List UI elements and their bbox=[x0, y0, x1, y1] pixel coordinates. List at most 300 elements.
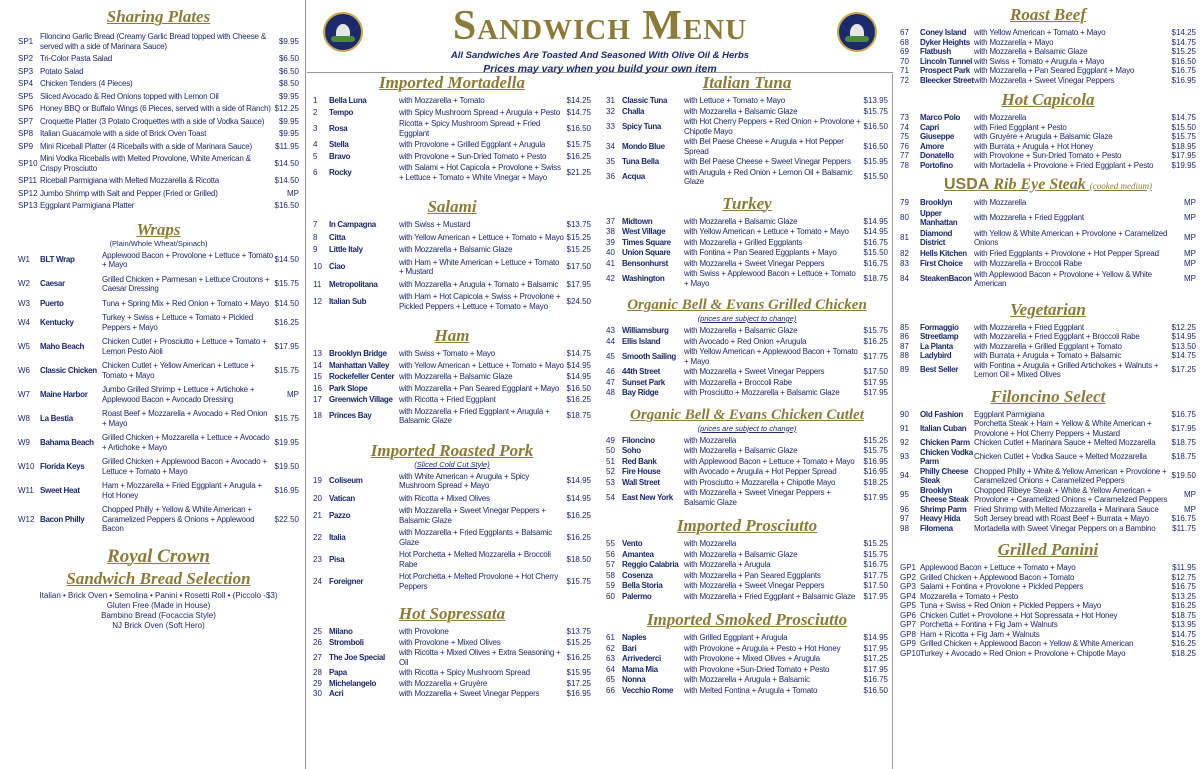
item-number: 2 bbox=[313, 107, 318, 117]
item-name: Rocky bbox=[329, 167, 352, 177]
item-name: Sunset Park bbox=[622, 377, 665, 387]
item-price: $16.75 bbox=[863, 237, 888, 247]
section-title-roasted-pork: Imported Roasted Pork bbox=[370, 440, 534, 460]
item-number: 64 bbox=[606, 664, 615, 674]
item-name: Coney Island bbox=[920, 28, 967, 37]
item-description: Chopped Philly + Yellow & White American + Caramelized Peppers & Onions + Applewood Bacon bbox=[102, 505, 255, 533]
menu-item bbox=[606, 686, 888, 696]
bread-line-4: NJ Brick Oven (Soft Hero) bbox=[112, 620, 205, 630]
item-number: SP1 bbox=[18, 36, 34, 46]
menu-item bbox=[606, 539, 888, 549]
section-title-tuna: Italian Tuna bbox=[702, 73, 792, 92]
wraps-note: (Plain/Whole Wheat/Spinach) bbox=[109, 238, 208, 248]
item-description: Grilled Chicken + Mozzarella + Lettuce + Avocado + Artichoke + Mayo bbox=[102, 433, 270, 452]
item-number: 59 bbox=[606, 581, 615, 590]
item-name: Philly Cheese Steak bbox=[920, 466, 969, 485]
item-description: with Mozzarella + Broccoli Rabe bbox=[974, 259, 1082, 268]
item-number: 81 bbox=[900, 233, 909, 243]
menu-item bbox=[900, 57, 1196, 67]
section-turkey bbox=[606, 217, 888, 289]
menu-item bbox=[313, 140, 591, 150]
item-name: Tuna Bella bbox=[622, 157, 659, 166]
menu-item bbox=[900, 28, 1196, 38]
section-title-vegetarian: Vegetarian bbox=[1010, 299, 1086, 319]
menu-item bbox=[606, 168, 888, 187]
item-name: Pazzo bbox=[329, 510, 351, 520]
item-name: Little Italy bbox=[329, 245, 363, 254]
item-price: $14.95 bbox=[1171, 332, 1196, 341]
item-name: Manhattan Valley bbox=[329, 360, 390, 370]
item-name: Naples bbox=[622, 633, 647, 642]
menu-item bbox=[18, 32, 299, 51]
item-price: $14.75 bbox=[1171, 113, 1196, 122]
item-description: with Mozzarella + Fried Eggplant bbox=[974, 213, 1084, 223]
item-name: Bella Storia bbox=[622, 581, 663, 590]
item-description: with Yellow American + Applewood Bacon + Tomato + Mayo bbox=[684, 347, 858, 366]
item-name: Bay Ridge bbox=[622, 388, 659, 397]
item-price: $11.95 bbox=[1172, 563, 1196, 572]
menu-item bbox=[18, 176, 299, 186]
item-name: Acqua bbox=[622, 172, 645, 182]
item-number: 24 bbox=[313, 576, 322, 586]
item-description: with Ham + Hot Capicola + Swiss + Provolone + Pickled Peppers + Lettuce + Tomato + Mayo bbox=[399, 292, 561, 311]
item-price: $6.50 bbox=[278, 66, 299, 76]
item-name: Smooth Sailing bbox=[622, 351, 677, 361]
section-capicola bbox=[900, 113, 1196, 170]
item-number: 78 bbox=[900, 160, 909, 170]
item-price: MP bbox=[1184, 504, 1196, 514]
item-name: BLT Wrap bbox=[40, 255, 75, 265]
item-number: 70 bbox=[900, 56, 909, 66]
bread-line-1: Italian • Brick Oven • Semolina • Panini • Rosetti Roll • (Piccolo -$3) bbox=[39, 590, 278, 600]
menu-item bbox=[313, 108, 591, 118]
item-price: $16.75 bbox=[863, 258, 888, 268]
item-name: Ciao bbox=[329, 262, 346, 272]
item-description: with Mozzarella + Fried Eggplant + Arugula + Balsamic Glaze bbox=[399, 406, 550, 425]
menu-item bbox=[606, 571, 888, 581]
item-description: with Mozzarella + Sweet Vinegar Peppers + Balsamic Glaze bbox=[399, 506, 546, 525]
menu-item bbox=[900, 332, 1196, 342]
item-description: Mozzarella + Tomato + Pesto bbox=[920, 591, 1019, 601]
item-number: W12 bbox=[18, 514, 35, 524]
item-name: Bella Luna bbox=[329, 96, 367, 105]
item-name: Dyker Heights bbox=[920, 37, 970, 47]
item-name: Amore bbox=[920, 141, 944, 151]
item-number: 49 bbox=[606, 435, 615, 445]
item-description: with White American + Arugula + Spicy Mushroom Spread + Mayo bbox=[399, 471, 529, 490]
item-name: Caesar bbox=[40, 279, 65, 289]
menu-item bbox=[313, 119, 591, 138]
section-title-turkey: Turkey bbox=[722, 193, 772, 213]
item-number: 30 bbox=[313, 689, 322, 698]
item-price: $17.95 bbox=[1171, 151, 1196, 160]
bell-grilled-note: (prices are subject to change) bbox=[697, 314, 797, 323]
menu-item bbox=[18, 385, 299, 404]
item-description: Grilled Chicken + Applewood Bacon + Avocado + Lettuce + Tomato + Mayo bbox=[102, 457, 267, 476]
menu-item bbox=[606, 137, 888, 156]
item-price: $15.25 bbox=[863, 435, 888, 445]
item-price: $17.25 bbox=[863, 654, 888, 663]
menu-item bbox=[313, 627, 591, 637]
section-title-prosciutto: Imported Prosciutto bbox=[676, 516, 818, 535]
menu-item bbox=[900, 630, 1196, 640]
menu-item bbox=[900, 611, 1196, 621]
item-name: Chicken Parm bbox=[920, 438, 970, 447]
item-description: with Mozzarella + Balsamic Glaze bbox=[974, 47, 1088, 56]
item-name: Streetlamp bbox=[920, 332, 959, 341]
item-description: Tuna + Swiss + Red Onion + Pickled Peppers + Mayo bbox=[920, 601, 1102, 610]
item-number: 97 bbox=[900, 514, 909, 523]
item-price: $13.95 bbox=[863, 96, 888, 105]
menu-item bbox=[606, 269, 888, 288]
item-price: $15.25 bbox=[566, 637, 591, 647]
item-price: $24.50 bbox=[566, 296, 591, 306]
menu-item bbox=[900, 113, 1196, 123]
item-price: $17.95 bbox=[1171, 423, 1196, 433]
menu-item bbox=[900, 249, 1196, 259]
item-number: 85 bbox=[900, 322, 909, 332]
item-number: W3 bbox=[18, 298, 30, 308]
item-price: $15.75 bbox=[274, 413, 299, 423]
section-roast-beef bbox=[900, 28, 1196, 85]
item-price: $14.25 bbox=[566, 96, 591, 105]
item-description: with Fontina + Pan Seared Eggplants + Mayo bbox=[684, 248, 837, 257]
item-number: 8 bbox=[313, 232, 318, 242]
item-name: Soho bbox=[622, 446, 641, 455]
item-price: $18.75 bbox=[1171, 438, 1196, 447]
item-price: $12.25 bbox=[1171, 322, 1196, 332]
item-description: with Mozzarella + Balsamic Glaze bbox=[684, 106, 798, 116]
section-tuna bbox=[606, 96, 888, 187]
item-price: $16.25 bbox=[1171, 601, 1196, 610]
column-1 bbox=[0, 0, 306, 769]
menu-item bbox=[313, 292, 591, 311]
item-description: Italian Guacamole with a side of Brick Oven Toast bbox=[40, 129, 207, 138]
item-description: Chicken Cutlet + Provolone + Hot Sopressata + Hot Honey bbox=[920, 610, 1118, 620]
menu-item bbox=[900, 448, 1196, 467]
column-4 bbox=[894, 0, 1200, 769]
item-name: Capri bbox=[920, 122, 939, 132]
menu-item bbox=[606, 436, 888, 446]
item-description: with Mozzarella + Sweet Vinegar Peppers bbox=[399, 689, 540, 698]
item-description: with Provolone bbox=[399, 627, 449, 636]
section-filoncino bbox=[900, 410, 1196, 534]
menu-item bbox=[900, 419, 1196, 438]
item-number: W8 bbox=[18, 413, 30, 423]
item-number: W7 bbox=[18, 389, 30, 399]
item-number: SP2 bbox=[18, 54, 34, 63]
item-number: 42 bbox=[606, 273, 615, 283]
item-description: with Mozzarella + Grilled Eggplant + Tomato bbox=[974, 341, 1122, 351]
item-description: Hot Porchetta + Melted Mozzarella + Broccoli Rabe bbox=[399, 550, 551, 569]
item-price: $17.95 bbox=[863, 591, 888, 601]
item-description: with Yellow American + Lettuce + Tomato + Mayo bbox=[684, 227, 849, 236]
item-price: MP bbox=[287, 188, 299, 198]
item-price: $16.25 bbox=[566, 652, 591, 662]
item-name: Italia bbox=[329, 532, 346, 542]
item-description: Honey BBQ or Buffalo Wings (6 Pieces, served with a side of Ranch) bbox=[40, 104, 271, 113]
item-number: 37 bbox=[606, 216, 615, 226]
bread-line-3: Bambino Bread (Focaccia Style) bbox=[101, 610, 216, 620]
item-name: Florida Keys bbox=[40, 461, 85, 471]
item-price: $14.75 bbox=[1171, 629, 1196, 639]
item-number: 71 bbox=[900, 66, 909, 75]
item-number: 66 bbox=[606, 685, 615, 695]
item-number: 22 bbox=[313, 532, 322, 542]
item-number: 27 bbox=[313, 652, 322, 662]
menu-item bbox=[606, 347, 888, 366]
item-name: Mondo Blue bbox=[622, 141, 665, 151]
item-number: W6 bbox=[18, 365, 30, 375]
menu-item bbox=[606, 117, 888, 136]
menu-item bbox=[18, 117, 299, 127]
item-number: 72 bbox=[900, 75, 909, 85]
item-name: Marco Polo bbox=[920, 113, 961, 122]
item-number: 92 bbox=[900, 438, 909, 447]
section-title-smoked-prosciutto: Imported Smoked Prosciutto bbox=[646, 610, 848, 629]
item-number: 79 bbox=[900, 198, 909, 207]
menu-item bbox=[606, 107, 888, 117]
item-number: 91 bbox=[900, 423, 909, 433]
item-number: 3 bbox=[313, 123, 318, 133]
item-name: First Choice bbox=[920, 259, 963, 268]
menu-item bbox=[606, 457, 888, 467]
item-price: $19.50 bbox=[274, 461, 299, 471]
section-title-roast-beef: Roast Beef bbox=[1009, 5, 1087, 24]
menu-item bbox=[900, 161, 1196, 171]
item-price: $16.75 bbox=[1171, 409, 1196, 419]
item-name: Donatello bbox=[920, 151, 954, 160]
item-description: Chopped Ribeye Steak + White & Yellow American + Provolone + Caramelized Onions + Caramelized Peppers bbox=[974, 485, 1168, 504]
item-description: with Burrata + Arugula + Hot Honey bbox=[974, 141, 1094, 151]
section-title-ham: Ham bbox=[434, 326, 470, 345]
item-name: SteakenBacon bbox=[920, 274, 972, 284]
menu-item bbox=[606, 665, 888, 675]
item-price: $12.75 bbox=[1171, 572, 1196, 582]
item-number: SP10 bbox=[18, 158, 38, 168]
menu-item bbox=[900, 592, 1196, 602]
item-number: GP7 bbox=[900, 620, 917, 629]
item-name: Brooklyn Bridge bbox=[329, 349, 387, 358]
menu-item bbox=[900, 123, 1196, 133]
item-price: $19.95 bbox=[274, 437, 299, 447]
item-number: 15 bbox=[313, 372, 322, 381]
item-description: with Fried Eggplants + Provolone + Hot Pepper Spread bbox=[974, 248, 1159, 258]
item-name: Greenwich Village bbox=[329, 395, 393, 404]
menu-item bbox=[313, 372, 591, 382]
menu-item bbox=[313, 361, 591, 371]
menu-item bbox=[606, 238, 888, 248]
item-price: $17.50 bbox=[566, 262, 591, 272]
item-price: $15.75 bbox=[863, 326, 888, 335]
menu-item bbox=[313, 152, 591, 162]
item-number: SP4 bbox=[18, 79, 34, 88]
menu-item bbox=[606, 259, 888, 269]
menu-item bbox=[900, 410, 1196, 420]
item-price: $19.95 bbox=[1171, 160, 1196, 170]
item-price: $14.50 bbox=[274, 158, 299, 168]
item-description: with Ricotta + Fried Eggplant bbox=[399, 395, 496, 404]
item-description: with Mozzarella + Sweet Vinegar Peppers + Balsamic Glaze bbox=[684, 488, 831, 507]
item-name: Filomena bbox=[920, 523, 953, 533]
item-price: $14.75 bbox=[1171, 351, 1196, 360]
menu-item bbox=[606, 644, 888, 654]
item-name: Formaggio bbox=[920, 322, 959, 332]
item-price: $15.50 bbox=[1171, 122, 1196, 132]
item-description: with Mozzarella + Arugula + Balsamic bbox=[684, 675, 810, 684]
menu-price-note: Prices may vary when you build your own item bbox=[483, 63, 717, 75]
menu-item bbox=[18, 433, 299, 452]
item-price: $14.25 bbox=[1171, 28, 1196, 37]
item-number: 17 bbox=[313, 395, 322, 404]
item-description: with Swiss + Tomato + Mayo bbox=[399, 349, 496, 358]
logo-badge-left bbox=[323, 12, 363, 52]
item-price: $11.75 bbox=[1172, 523, 1196, 533]
item-name: La Bestia bbox=[40, 413, 73, 423]
item-name: Kentucky bbox=[40, 317, 74, 327]
item-price: $9.95 bbox=[278, 116, 299, 126]
menu-item bbox=[606, 388, 888, 398]
item-name: Stella bbox=[329, 140, 349, 149]
item-description: with Mozzarella + Balsamic Glaze bbox=[399, 372, 513, 381]
menu-item bbox=[900, 47, 1196, 57]
menu-item bbox=[18, 154, 299, 173]
section-title-bell-grilled: Organic Bell & Evans Grilled Chicken bbox=[627, 297, 867, 313]
item-name: Pisa bbox=[329, 554, 345, 564]
item-price: $16.75 bbox=[863, 560, 888, 569]
menu-item bbox=[313, 638, 591, 648]
menu-item bbox=[18, 104, 299, 114]
menu-item bbox=[313, 233, 591, 243]
menu-item bbox=[18, 313, 299, 332]
menu-item bbox=[313, 395, 591, 405]
item-number: 41 bbox=[606, 258, 615, 268]
section-title-wraps: Wraps bbox=[136, 219, 181, 239]
item-number: 98 bbox=[900, 523, 909, 533]
item-name: Brooklyn Cheese Steak bbox=[920, 485, 969, 504]
item-number: 32 bbox=[606, 106, 615, 116]
item-number: 65 bbox=[606, 675, 615, 684]
item-number: 12 bbox=[313, 296, 322, 306]
item-name: Spicy Tuna bbox=[622, 121, 662, 131]
item-price: $16.50 bbox=[863, 141, 888, 151]
item-name: Chicken Vodka Parm bbox=[920, 447, 973, 466]
item-number: 10 bbox=[313, 262, 322, 272]
item-name: Rockefeller Center bbox=[329, 372, 395, 381]
item-description: with Provolone + Mixed Olives bbox=[399, 637, 501, 647]
item-price: $16.75 bbox=[1171, 582, 1196, 591]
menu-item bbox=[606, 326, 888, 336]
item-description: Chicken Cutlet + Vodka Sauce + Melted Mozzarella bbox=[974, 452, 1147, 462]
item-name: Bravo bbox=[329, 151, 351, 161]
item-number: 39 bbox=[606, 237, 615, 247]
item-description: with Avocado + Arugula + Hot Pepper Spread bbox=[684, 467, 837, 476]
section-sharing-plates bbox=[18, 32, 299, 211]
item-price: $14.95 bbox=[566, 372, 591, 381]
item-description: Turkey + Avocado + Red Onion + Provolone + Chipotle Mayo bbox=[920, 648, 1126, 658]
item-number: 94 bbox=[900, 471, 909, 481]
item-name: 44th Street bbox=[622, 367, 661, 376]
item-name: Michelangelo bbox=[329, 678, 377, 688]
item-number: GP2 bbox=[900, 572, 917, 582]
item-price: $15.75 bbox=[1171, 132, 1196, 141]
item-description: Applewood Bacon + Lettuce + Tomato + Mayo bbox=[920, 563, 1076, 572]
item-description: with Prosciutto + Mozzarella + Balsamic Glaze bbox=[684, 388, 840, 397]
section-smoked-prosciutto bbox=[606, 633, 888, 695]
item-number: 63 bbox=[606, 654, 615, 663]
bread-selection-title: Sandwich Bread Selection bbox=[66, 568, 251, 588]
item-description: Mini Riceball Platter (4 Riceballs with a side of Marinara Sauce) bbox=[40, 141, 252, 151]
menu-item bbox=[606, 378, 888, 388]
item-description: Soft Jersey bread with Roast Beef + Burrata + Mayo bbox=[974, 514, 1149, 523]
menu-item bbox=[606, 592, 888, 602]
item-price: $18.75 bbox=[863, 273, 888, 283]
item-number: 13 bbox=[313, 349, 322, 358]
item-price: $11.95 bbox=[275, 141, 299, 151]
item-number: 19 bbox=[313, 476, 322, 486]
item-name: Wall Street bbox=[622, 477, 660, 487]
item-number: 36 bbox=[606, 172, 615, 182]
item-number: 51 bbox=[606, 456, 615, 466]
item-price: $14.75 bbox=[566, 349, 591, 358]
item-description: Roast Beef + Mozzarella + Avocado + Red Onion + Mayo bbox=[102, 409, 268, 428]
item-description: with Mozzarella + Balsamic Glaze bbox=[684, 549, 798, 559]
item-description: with Mozzarella + Gruyère bbox=[399, 678, 488, 688]
item-number: 23 bbox=[313, 554, 322, 564]
menu-item bbox=[900, 323, 1196, 333]
logo-badge-right bbox=[837, 12, 877, 52]
item-price: $16.50 bbox=[863, 685, 888, 695]
menu-item bbox=[313, 472, 591, 491]
item-price: $16.95 bbox=[274, 485, 299, 495]
item-name: Mama Mia bbox=[622, 664, 658, 674]
royal-crown-title: Royal Crown bbox=[107, 545, 210, 567]
menu-item bbox=[900, 601, 1196, 611]
item-number: 86 bbox=[900, 332, 909, 341]
item-number: 28 bbox=[313, 668, 322, 677]
item-description: with Melted Fontina + Arugula + Tomato bbox=[684, 685, 818, 695]
menu-item bbox=[313, 572, 591, 591]
menu-item bbox=[313, 679, 591, 689]
rib-eye-title-b: Rib Eye Steak bbox=[993, 176, 1086, 193]
item-name: Acri bbox=[329, 689, 344, 698]
item-number: W5 bbox=[18, 341, 30, 351]
item-price: $15.75 bbox=[566, 140, 591, 149]
item-price: $15.25 bbox=[863, 539, 888, 548]
item-number: 14 bbox=[313, 360, 322, 370]
item-number: 44 bbox=[606, 336, 615, 346]
item-name: Bacon Philly bbox=[40, 514, 85, 524]
item-description: with Applewood Bacon + Lettuce + Tomato + Mayo bbox=[684, 456, 855, 466]
item-name: Tempo bbox=[329, 107, 354, 117]
item-number: 21 bbox=[313, 510, 322, 520]
item-description: Mini Vodka Riceballs with Melted Provolone, White American & Crispy Prosciutto bbox=[40, 154, 251, 173]
item-name: Italian Cuban bbox=[920, 423, 967, 433]
item-name: Hells Kitchen bbox=[920, 248, 967, 258]
section-title-sopressata: Hot Sopressata bbox=[398, 604, 506, 623]
section-wraps bbox=[18, 251, 299, 534]
item-name: Citta bbox=[329, 232, 346, 242]
item-description: Jumbo Shrimp with Salt and Pepper (Fried or Grilled) bbox=[40, 188, 218, 198]
item-number: SP13 bbox=[18, 201, 38, 210]
section-title-mortadella: Imported Mortadella bbox=[379, 73, 525, 92]
item-name: Shrimp Parm bbox=[920, 504, 967, 514]
item-number: GP1 bbox=[900, 563, 917, 572]
item-price: $18.75 bbox=[1171, 610, 1196, 620]
item-number: 52 bbox=[606, 467, 615, 476]
item-description: Chopped Philly + White & Yellow American + Provolone + Caramelized Onions + Caramelized Peppers bbox=[974, 466, 1167, 485]
menu-item bbox=[606, 654, 888, 664]
